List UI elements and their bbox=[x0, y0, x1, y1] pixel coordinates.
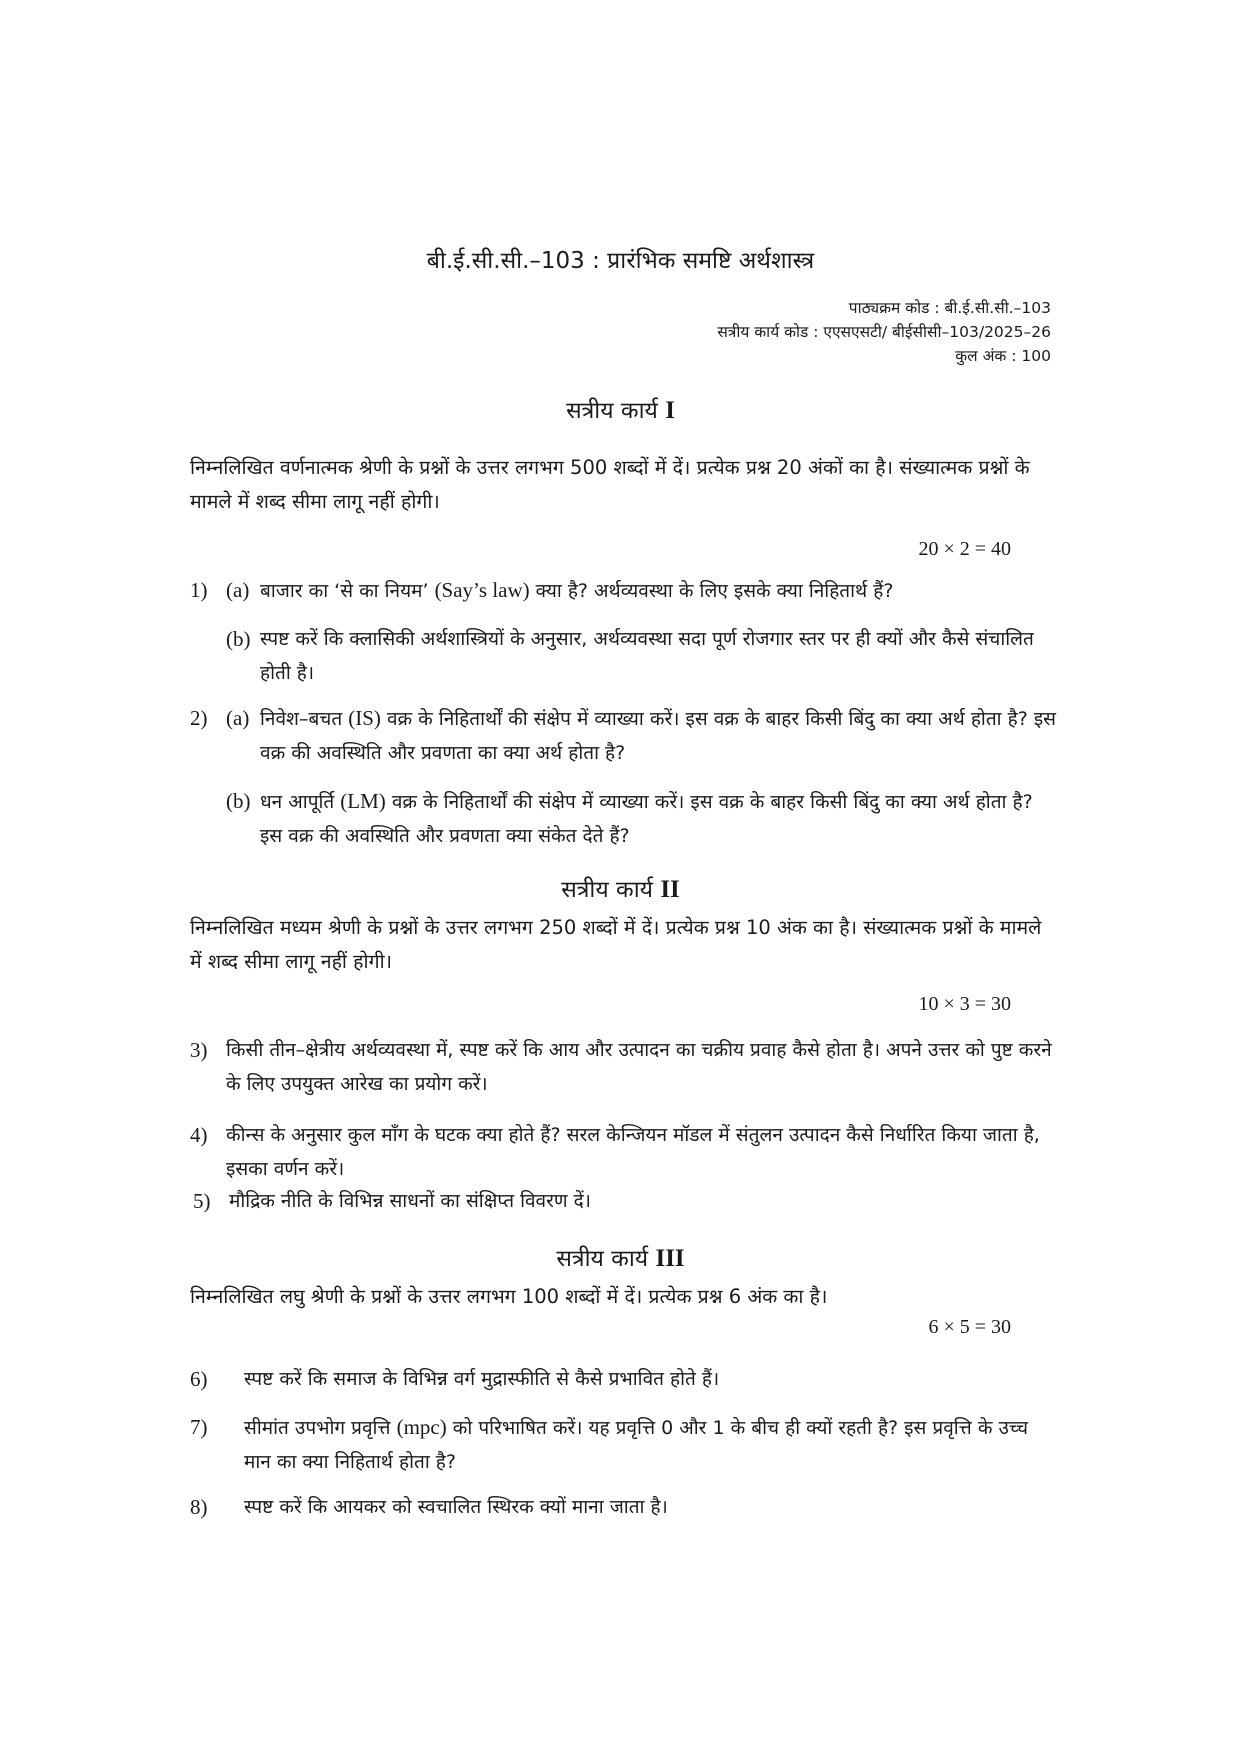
question-text: बाजार का ‘से का नियम’ bbox=[260, 580, 435, 602]
question-1 bbox=[190, 573, 1060, 690]
question-text-latin: (Say’s law) bbox=[434, 578, 530, 602]
question-text-latin: (IS) bbox=[348, 706, 381, 730]
total-marks: कुल अंक : 100 bbox=[955, 347, 1051, 365]
section-1-title bbox=[0, 393, 1241, 425]
question-2a bbox=[190, 701, 1060, 770]
part-label: (b) bbox=[226, 627, 251, 651]
question-number: 4) bbox=[190, 1123, 208, 1147]
question-text: को परिभाषित करें। यह प्रवृत्ति 0 और 1 के बीच ही क्यों रहती है? इस प्रवृत्ति के उच्च मान का क्या निहितार्थ होता है? bbox=[244, 1417, 1029, 1473]
question-text: स्पष्ट करें कि समाज के विभिन्न वर्ग मुद्रास्फीति से कैसे प्रभावित होते हैं। bbox=[244, 1368, 720, 1390]
question-number: 7) bbox=[190, 1415, 208, 1439]
section-2-title bbox=[0, 872, 1241, 904]
question-text: निवेश–बचत bbox=[260, 708, 349, 730]
question-1a bbox=[190, 573, 1060, 608]
question-2 bbox=[190, 701, 1060, 853]
section-1-instructions: निम्नलिखित वर्णनात्मक श्रेणी के प्रश्नों के उत्तर लगभग 500 शब्दों में दें। प्रत्येक प्रश्न 20 अंकों का है। संख्यात्मक प्रश्नों के मामले में शब्द सीमा लागू नहीं होगी। bbox=[190, 456, 1030, 513]
question-text-latin: (LM) bbox=[340, 789, 386, 813]
question-text: कीन्स के अनुसार कुल माँग के घटक क्या होते हैं? सरल केन्जियन मॉडल में संतुलन उत्पादन कैसे निर्धारित किया जाता है, इसका वर्णन करें। bbox=[226, 1124, 1040, 1180]
section-2-title-roman: II bbox=[660, 876, 680, 903]
question-number: 2) bbox=[190, 706, 208, 730]
course-code: पाठ्यक्रम कोड : बी.ई.सी.सी.–103 bbox=[848, 299, 1051, 317]
question-1b bbox=[190, 622, 1060, 690]
part-label: (a) bbox=[226, 578, 250, 602]
part-label: (a) bbox=[226, 706, 250, 730]
section-2-marks: 10 × 3 = 30 bbox=[918, 993, 1011, 1015]
question-2b bbox=[190, 784, 1060, 853]
part-label: (b) bbox=[226, 789, 251, 813]
section-1-title-roman: I bbox=[665, 397, 675, 424]
question-text: किसी तीन–क्षेत्रीय अर्थव्यवस्था में, स्पष्ट करें कि आय और उत्पादन का चक्रीय प्रवाह कैसे होता है। अपने उत्तर को पुष्ट करने के लिए उपयुक्त आरेख का प्रयोग करें। bbox=[226, 1039, 1052, 1095]
section-2-instructions: निम्नलिखित मध्यम श्रेणी के प्रश्नों के उत्तर लगभग 250 शब्दों में दें। प्रत्येक प्रश्न 10 अंक का है। संख्यात्मक प्रश्नों के मामले में शब्द सीमा लागू नहीं होगी। bbox=[190, 916, 1042, 973]
section-3-instructions: निम्नलिखित लघु श्रेणी के प्रश्नों के उत्तर लगभग 100 शब्दों में दें। प्रत्येक प्रश्न 6 अंक का है। bbox=[190, 1285, 828, 1308]
question-number: 3) bbox=[190, 1038, 208, 1062]
section-3-title-roman: III bbox=[655, 1245, 685, 1272]
question-text: क्या है? अर्थव्यवस्था के लिए इसके क्या निहितार्थ हैं? bbox=[529, 580, 894, 602]
question-number: 5) bbox=[193, 1189, 211, 1213]
question-number: 1) bbox=[190, 578, 208, 602]
question-6 bbox=[190, 1362, 1060, 1396]
question-text: धन आपूर्ति bbox=[260, 791, 341, 813]
question-text: स्पष्ट करें कि आयकर को स्वचालित स्थिरक क्यों माना जाता है। bbox=[244, 1496, 668, 1518]
assignment-code: सत्रीय कार्य कोड : एएसएसटी/ बीईसीसी–103/2025–26 bbox=[717, 323, 1051, 341]
question-text-latin: (mpc) bbox=[396, 1415, 447, 1439]
section-3-title-hindi: सत्रीय कार्य bbox=[556, 1246, 649, 1272]
question-text: स्पष्ट करें कि क्लासिकी अर्थशास्त्रियों के अनुसार, अर्थव्यवस्था सदा पूर्ण रोजगार स्तर पर ही क्यों और कैसे संचालित होती है। bbox=[260, 628, 1034, 684]
question-number: 8) bbox=[190, 1495, 208, 1519]
question-text: मौद्रिक नीति के विभिन्न साधनों का संक्षिप्त विवरण दें। bbox=[229, 1190, 591, 1212]
section-3-marks: 6 × 5 = 30 bbox=[928, 1316, 1011, 1338]
section-3-title bbox=[0, 1241, 1241, 1273]
question-8 bbox=[190, 1490, 1060, 1524]
question-3 bbox=[190, 1033, 1060, 1101]
question-text: वक्र के निहितार्थों की संक्षेप में व्याख्या करें। इस वक्र के बाहर किसी बिंदु का क्या अर्थ होता है? इस वक्र की अवस्थिति और प्रवणता का क्या अर्थ होता है? bbox=[260, 708, 1057, 764]
question-5 bbox=[193, 1184, 1063, 1218]
section-1-marks: 20 × 2 = 40 bbox=[918, 538, 1011, 560]
question-number: 6) bbox=[190, 1367, 208, 1391]
section-1-title-hindi: सत्रीय कार्य bbox=[566, 398, 658, 424]
document-title: बी.ई.सी.सी.–103 : प्रारंभिक समष्टि अर्थशास्त्र bbox=[426, 248, 815, 274]
question-text: वक्र के निहितार्थों की संक्षेप में व्याख्या करें। इस वक्र के बाहर किसी बिंदु का क्या अर्थ होता है? इस वक्र की अवस्थिति और प्रवणता क्या संकेत देते हैं? bbox=[260, 791, 1033, 847]
question-7 bbox=[190, 1410, 1060, 1479]
section-2-title-hindi: सत्रीय कार्य bbox=[561, 877, 654, 903]
question-4 bbox=[190, 1118, 1060, 1186]
question-text: सीमांत उपभोग प्रवृत्ति bbox=[244, 1417, 397, 1439]
